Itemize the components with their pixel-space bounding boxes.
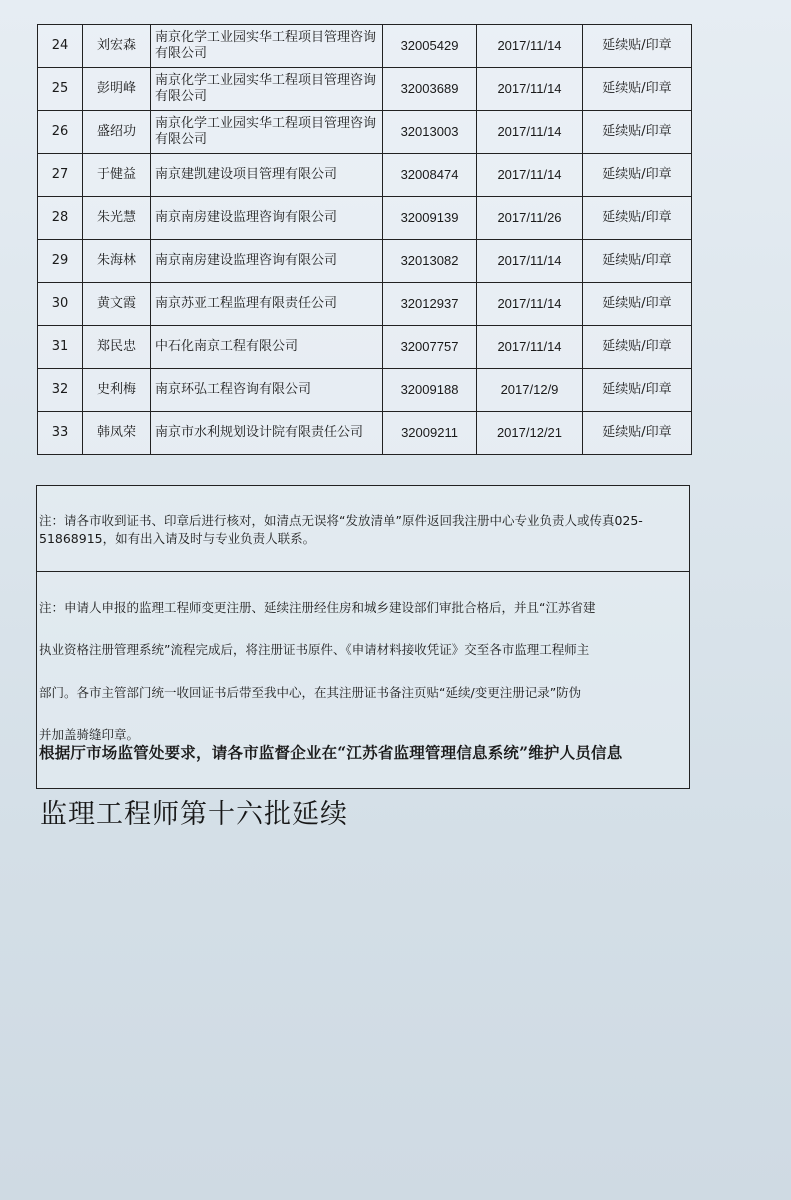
registration-number-cell: 32012937 <box>383 283 477 326</box>
engineer-name-cell: 韩凤荣 <box>83 412 151 455</box>
registration-number-cell: 32013003 <box>383 111 477 154</box>
company-name-cell: 南京苏亚工程监理有限责任公司 <box>151 283 383 326</box>
row-number-cell: 30 <box>38 283 83 326</box>
note-maintain-info: 根据厅市场监管处要求，请各市监督企业在“江苏省监理管理信息系统”维护人员信息 <box>39 743 623 762</box>
renewal-type-cell: 延续贴/印章 <box>583 283 692 326</box>
approval-date-cell: 2017/11/14 <box>477 111 583 154</box>
note-procedure-line-3: 部门。各市主管部门统一收回证书后带至我中心，在其注册证书备注页贴“延续/变更注册记录”防伪 <box>39 685 582 700</box>
company-name-cell: 南京南房建设监理咨询有限公司 <box>151 197 383 240</box>
approval-date-cell: 2017/11/14 <box>477 326 583 369</box>
table-row <box>38 283 692 326</box>
registration-number-cell: 32009139 <box>383 197 477 240</box>
renewal-type-cell: 延续贴/印章 <box>583 68 692 111</box>
company-name-cell: 南京化学工业园实华工程项目管理咨询有限公司 <box>151 111 383 154</box>
company-name-cell: 中石化南京工程有限公司 <box>151 326 383 369</box>
note-procedure-line-1: 注：申请人申报的监理工程师变更注册、延续注册经住房和城乡建设部们审批合格后，并且“江苏省建 <box>39 600 596 615</box>
row-number-cell: 26 <box>38 111 83 154</box>
renewal-roster-table-wrapper <box>37 24 691 455</box>
renewal-type-cell: 延续贴/印章 <box>583 197 692 240</box>
registration-number-cell: 32007757 <box>383 326 477 369</box>
renewal-type-cell: 延续贴/印章 <box>583 154 692 197</box>
engineer-name-cell: 彭明峰 <box>83 68 151 111</box>
roster-body <box>38 25 692 455</box>
approval-date-cell: 2017/11/14 <box>477 240 583 283</box>
approval-date-cell: 2017/11/26 <box>477 197 583 240</box>
table-row <box>38 369 692 412</box>
company-name-cell: 南京南房建设监理咨询有限公司 <box>151 240 383 283</box>
company-name-cell: 南京市水利规划设计院有限责任公司 <box>151 412 383 455</box>
engineer-name-cell: 朱海林 <box>83 240 151 283</box>
renewal-type-cell: 延续贴/印章 <box>583 111 692 154</box>
renewal-type-cell: 延续贴/印章 <box>583 240 692 283</box>
company-name-cell: 南京化学工业园实华工程项目管理咨询有限公司 <box>151 68 383 111</box>
table-row <box>38 197 692 240</box>
engineer-name-cell: 于健益 <box>83 154 151 197</box>
note-return-list: 注：请各市收到证书、印章后进行核对，如清点无误将“发放清单”原件返回我注册中心专业负责人或传真025-51868915，如有出入请及时与专业负责人联系。 <box>39 513 643 546</box>
row-number-cell: 28 <box>38 197 83 240</box>
approval-date-cell: 2017/11/14 <box>477 154 583 197</box>
row-number-cell: 33 <box>38 412 83 455</box>
note-procedure-line-2: 执业资格注册管理系统”流程完成后，将注册证书原件、《申请材料接收凭证》交至各市监理工程师主 <box>39 642 590 657</box>
renewal-type-cell: 延续贴/印章 <box>583 369 692 412</box>
approval-date-cell: 2017/11/14 <box>477 283 583 326</box>
row-number-cell: 27 <box>38 154 83 197</box>
row-number-cell: 24 <box>38 25 83 68</box>
engineer-name-cell: 郑民忠 <box>83 326 151 369</box>
renewal-roster-table <box>37 24 692 455</box>
approval-date-cell: 2017/12/9 <box>477 369 583 412</box>
notes-box <box>36 485 690 789</box>
engineer-name-cell: 盛绍功 <box>83 111 151 154</box>
row-number-cell: 29 <box>38 240 83 283</box>
company-name-cell: 南京化学工业园实华工程项目管理咨询有限公司 <box>151 25 383 68</box>
batch-title: 监理工程师第十六批延续 <box>40 799 348 830</box>
registration-number-cell: 32008474 <box>383 154 477 197</box>
registration-number-cell: 32013082 <box>383 240 477 283</box>
renewal-type-cell: 延续贴/印章 <box>583 25 692 68</box>
renewal-type-cell: 延续贴/印章 <box>583 412 692 455</box>
table-row <box>38 111 692 154</box>
table-row <box>38 25 692 68</box>
registration-number-cell: 32009188 <box>383 369 477 412</box>
company-name-cell: 南京建凯建设项目管理有限公司 <box>151 154 383 197</box>
approval-date-cell: 2017/11/14 <box>477 68 583 111</box>
renewal-type-cell: 延续贴/印章 <box>583 326 692 369</box>
registration-number-cell: 32009211 <box>383 412 477 455</box>
approval-date-cell: 2017/11/14 <box>477 25 583 68</box>
note-procedure-line-4: 并加盖骑缝印章。 <box>39 727 140 742</box>
registration-number-cell: 32005429 <box>383 25 477 68</box>
company-name-cell: 南京环弘工程咨询有限公司 <box>151 369 383 412</box>
engineer-name-cell: 史利梅 <box>83 369 151 412</box>
registration-number-cell: 32003689 <box>383 68 477 111</box>
row-number-cell: 32 <box>38 369 83 412</box>
approval-date-cell: 2017/12/21 <box>477 412 583 455</box>
engineer-name-cell: 黄文霞 <box>83 283 151 326</box>
table-row <box>38 240 692 283</box>
engineer-name-cell: 朱光慧 <box>83 197 151 240</box>
note-return-list-section <box>37 486 689 572</box>
engineer-name-cell: 刘宏森 <box>83 25 151 68</box>
table-row <box>38 68 692 111</box>
table-row <box>38 412 692 455</box>
table-row <box>38 154 692 197</box>
row-number-cell: 31 <box>38 326 83 369</box>
table-row <box>38 326 692 369</box>
row-number-cell: 25 <box>38 68 83 111</box>
